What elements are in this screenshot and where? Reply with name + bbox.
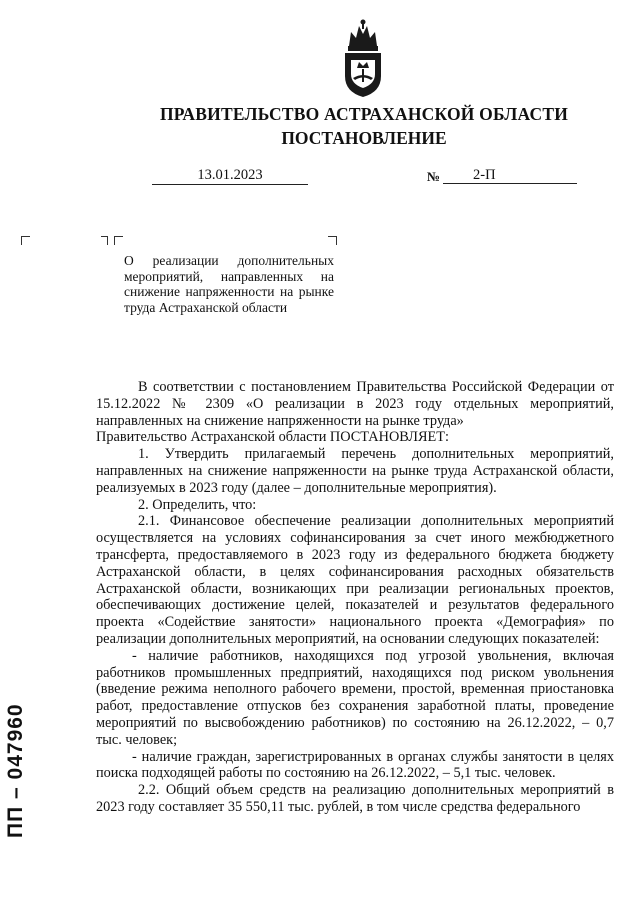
number-label: №	[427, 169, 441, 184]
corner-mark	[101, 236, 108, 245]
document-subject: О реализации дополнительных мероприятий, направленных на снижение напряженности на рынке труда Астраханской области	[124, 253, 334, 315]
paragraph-preamble: В соответствии с постановлением Правительства Российской Федерации от 15.12.2022 № 2309 «О реализации в 2023 году отдельных мероприятий, направленных на снижение напряженности на рынке труда»	[96, 379, 614, 429]
government-title: ПРАВИТЕЛЬСТВО АСТРАХАНСКОЙ ОБЛАСТИ	[159, 104, 569, 124]
paragraph-bullet-citizens: - наличие граждан, зарегистрированных в органах службы занятости в целях поиска подходящей работы по состоянию на 26.12.2022, – 5,1 тыс. человек.	[96, 748, 614, 782]
document-date: 13.01.2023	[152, 166, 308, 185]
paragraph-resolves: Правительство Астраханской области ПОСТАНОВЛЯЕТ:	[96, 429, 449, 446]
paragraph-item-2: 2. Определить, что:	[138, 496, 257, 513]
corner-mark	[114, 236, 123, 245]
paragraph-item-2-2: 2.2. Общий объем средств на реализацию дополнительных мероприятий в 2023 году составляет 35 550,11 тыс. рублей, в том числе средства федерального	[96, 782, 614, 815]
paragraph-bullet-workers: - наличие работников, находящихся под угрозой увольнения, включая работников промышленных предприятий, находящихся под риском увольнения (введение режима неполного рабочего времени, простой, временная приостановка работ, предоставление отпусков без сохранения заработной платы, проведение мероприятий по высвобождению работников) по состоянию на 26.12.2022, – 0,7 тыс. человек;	[96, 647, 614, 748]
paragraph-item-2-1: 2.1. Финансовое обеспечение реализации дополнительных мероприятий осуществляется на условиях софинансирования за счет иного межбюджетного трансферта, предоставляемого в 2023 году из федерального бюджета бюджету Астраханской области, в целях софинансирования расходных обязательств Астраханской области, возникающих при реализации региональных проектов, обеспечивающих достижение целей, показателей и результатов федерального проекта «Содействие занятости» национального проекта «Демография» по реализации дополнительных мероприятий, на основании следующих показателей:	[96, 513, 614, 647]
corner-mark	[328, 236, 337, 245]
document-type: ПОСТАНОВЛЕНИЕ	[281, 128, 447, 148]
document-body	[96, 379, 614, 816]
coat-of-arms-emblem	[341, 18, 385, 98]
serial-stamp: ПП – 047960	[4, 703, 27, 838]
paragraph-item-1: 1. Утвердить прилагаемый перечень дополнительных мероприятий, направленных на снижение напряженности на рынке труда Астраханской области, реализуемых в 2023 году (далее – дополнительные мероприятия).	[96, 446, 614, 496]
document-number: 2-П	[443, 166, 577, 184]
corner-mark	[21, 236, 30, 245]
